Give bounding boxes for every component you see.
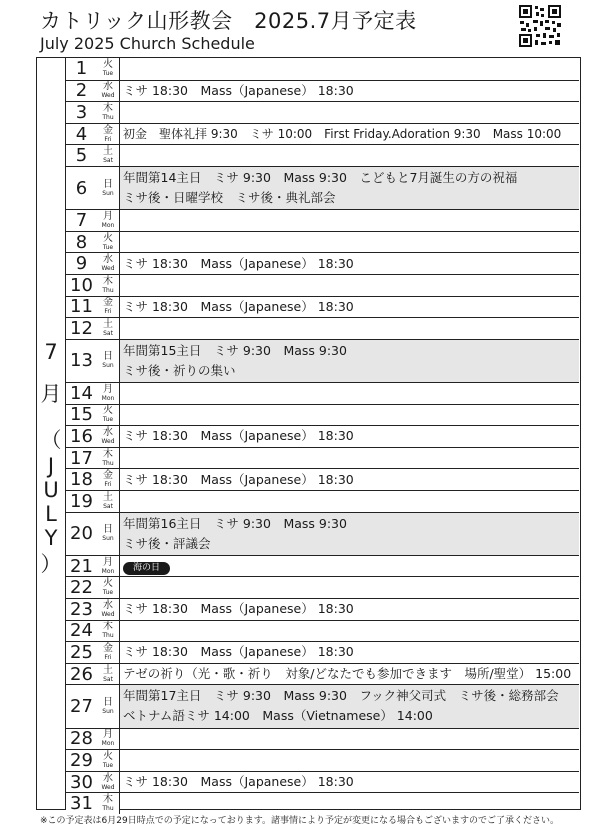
schedule-row — [66, 274, 579, 296]
weekday-cell — [97, 253, 120, 274]
weekday-en: Wed — [101, 783, 115, 791]
event-cell — [123, 232, 577, 253]
event-cell — [123, 340, 577, 382]
day-number: 12 — [66, 318, 98, 339]
schedule-row — [66, 576, 579, 598]
event-cell — [123, 729, 577, 750]
weekday-cell — [97, 102, 120, 123]
weekday-cell — [97, 469, 120, 490]
event-cell — [123, 210, 577, 231]
day-number: 28 — [66, 729, 98, 750]
weekday-en: Wed — [101, 610, 115, 618]
event-text: ミサ後・日曜学校 ミサ後・典礼部会 — [123, 190, 336, 206]
day-number: 1 — [66, 58, 98, 80]
event-text: ミサ 18:30 Mass（Japanese） 18:30 — [123, 471, 354, 487]
day-number: 30 — [66, 772, 98, 793]
schedule-row — [66, 728, 579, 750]
event-cell — [123, 124, 577, 145]
schedule-row — [66, 425, 579, 447]
event-text: テゼの祈り（光・歌・祈り 対象/どなたでも参加できます 場所/聖堂） 15:00 — [123, 666, 572, 682]
schedule-row — [66, 598, 579, 620]
weekday-en: Wed — [101, 265, 115, 273]
qr-code-icon — [517, 3, 563, 49]
event-cell — [123, 297, 577, 318]
weekday-jp: 木 — [103, 621, 113, 633]
weekday-jp: 日 — [103, 351, 113, 363]
day-number: 15 — [66, 405, 98, 426]
event-cell — [123, 491, 577, 512]
day-number: 8 — [66, 232, 98, 253]
event-text: ミサ 18:30 Mass（Japanese） 18:30 — [123, 82, 354, 98]
event-cell — [123, 642, 577, 663]
weekday-en: Fri — [104, 308, 112, 316]
month-label-char: 7 — [44, 340, 58, 364]
weekday-en: Tue — [102, 416, 114, 424]
weekday-cell — [97, 81, 120, 102]
event-cell — [123, 275, 577, 296]
day-number: 24 — [66, 621, 98, 642]
schedule-table — [65, 57, 581, 815]
day-number: 7 — [66, 210, 98, 231]
event-text: 年間第15主日 ミサ 9:30 Mass 9:30 — [123, 342, 347, 358]
schedule-row — [66, 58, 579, 80]
weekday-jp: 水 — [103, 426, 113, 438]
weekday-jp: 金 — [103, 642, 113, 654]
weekday-cell — [97, 232, 120, 253]
event-cell — [123, 469, 577, 490]
weekday-en: Fri — [104, 653, 112, 661]
weekday-cell — [97, 491, 120, 512]
day-number: 16 — [66, 426, 98, 447]
event-text: ミサ 18:30 Mass（Japanese） 18:30 — [123, 601, 354, 617]
event-text: 初金 聖体礼拝 9:30 ミサ 10:00 First Friday.Adoration 9:30 Mass 10:00 — [123, 127, 562, 142]
day-number: 20 — [66, 513, 98, 555]
event-cell — [123, 167, 577, 209]
schedule-row — [66, 80, 579, 102]
schedule-row — [66, 144, 579, 166]
month-label-char: L — [45, 502, 57, 526]
weekday-jp: 水 — [103, 81, 113, 93]
weekday-jp: 水 — [103, 254, 113, 266]
schedule-row — [66, 749, 579, 771]
event-cell — [123, 793, 577, 814]
month-label-char: U — [43, 478, 59, 502]
event-text: 年間第14主日 ミサ 9:30 Mass 9:30 こどもと7月誕生の方の祝福 — [123, 170, 518, 186]
schedule-row — [66, 641, 579, 663]
weekday-cell — [97, 750, 120, 771]
weekday-en: Mon — [101, 394, 115, 402]
weekday-cell — [97, 58, 120, 80]
weekday-en: Sat — [103, 329, 113, 337]
weekday-cell — [97, 513, 120, 555]
event-cell — [123, 448, 577, 469]
weekday-cell — [97, 621, 120, 642]
weekday-cell — [97, 426, 120, 447]
weekday-en: Thu — [102, 632, 114, 640]
weekday-cell — [97, 167, 120, 209]
weekday-en: Sat — [103, 157, 113, 165]
schedule-row — [66, 231, 579, 253]
day-number: 22 — [66, 577, 98, 598]
event-text: 年間第17主日 ミサ 9:30 Mass 9:30 フック神父司式 ミサ後・総務部会 — [123, 688, 559, 704]
day-number: 9 — [66, 253, 98, 274]
weekday-en: Fri — [104, 135, 112, 143]
event-cell — [123, 685, 577, 727]
day-number: 25 — [66, 642, 98, 663]
event-cell — [123, 599, 577, 620]
weekday-jp: 月 — [103, 729, 113, 741]
schedule-row — [66, 512, 579, 555]
weekday-jp: 水 — [103, 599, 113, 611]
weekday-jp: 日 — [103, 696, 113, 708]
weekday-en: Sun — [102, 535, 114, 543]
weekday-cell — [97, 383, 120, 404]
weekday-en: Sun — [102, 189, 114, 197]
weekday-jp: 土 — [103, 146, 113, 158]
weekday-cell — [97, 642, 120, 663]
schedule-row — [66, 792, 579, 814]
footer-note: ※この予定表は6月29日時点での予定になっております。諸事情により予定が変更になる場合もございますのでご了承ください。 — [40, 816, 560, 826]
weekday-en: Thu — [102, 459, 114, 467]
schedule-row — [66, 123, 579, 145]
event-cell — [123, 145, 577, 166]
weekday-cell — [97, 275, 120, 296]
weekday-en: Wed — [101, 92, 115, 100]
month-label-char: 月 — [40, 382, 62, 406]
weekday-en: Mon — [101, 221, 115, 229]
month-label-char: J — [47, 454, 55, 478]
day-number: 13 — [66, 340, 98, 382]
weekday-cell — [97, 664, 120, 685]
event-text: ミサ 18:30 Mass（Japanese） 18:30 — [123, 774, 354, 790]
schedule-row — [66, 252, 579, 274]
schedule-row — [66, 317, 579, 339]
event-cell — [123, 405, 577, 426]
page-title: カトリック山形教会 2025.7月予定表 — [40, 9, 417, 33]
weekday-cell — [97, 556, 120, 577]
month-label-char: （ — [40, 428, 62, 452]
weekday-jp: 火 — [103, 232, 113, 244]
day-number: 19 — [66, 491, 98, 512]
schedule-row — [66, 684, 579, 727]
weekday-cell — [97, 318, 120, 339]
event-cell — [123, 772, 577, 793]
day-number: 21 — [66, 556, 98, 577]
page-subtitle: July 2025 Church Schedule — [40, 34, 255, 53]
weekday-jp: 火 — [103, 578, 113, 590]
schedule-row — [66, 404, 579, 426]
event-cell — [123, 426, 577, 447]
weekday-en: Sat — [103, 502, 113, 510]
weekday-en: Tue — [102, 761, 114, 769]
weekday-cell — [97, 448, 120, 469]
weekday-cell — [97, 124, 120, 145]
weekday-jp: 月 — [103, 383, 113, 395]
day-number: 18 — [66, 469, 98, 490]
weekday-cell — [97, 297, 120, 318]
event-cell — [123, 664, 577, 685]
holiday-badge: 海の日 — [123, 562, 170, 575]
weekday-jp: 日 — [103, 178, 113, 190]
weekday-cell — [97, 210, 120, 231]
schedule-row — [66, 339, 579, 382]
weekday-jp: 月 — [103, 556, 113, 568]
event-cell — [123, 621, 577, 642]
schedule-row — [66, 771, 579, 793]
weekday-cell — [97, 599, 120, 620]
schedule-row — [66, 555, 579, 577]
weekday-en: Mon — [101, 567, 115, 575]
schedule-row — [66, 663, 579, 685]
weekday-jp: 火 — [103, 59, 113, 71]
schedule-row — [66, 296, 579, 318]
weekday-jp: 木 — [103, 448, 113, 460]
weekday-jp: 水 — [103, 772, 113, 784]
day-number: 27 — [66, 685, 98, 727]
weekday-en: Thu — [102, 805, 114, 813]
weekday-cell — [97, 340, 120, 382]
weekday-cell — [97, 145, 120, 166]
day-number: 5 — [66, 145, 98, 166]
day-number: 11 — [66, 297, 98, 318]
event-text: ミサ後・祈りの集い — [123, 362, 236, 378]
event-text: ベトナム語ミサ 14:00 Mass（Vietnamese） 14:00 — [123, 708, 433, 724]
event-cell — [123, 513, 577, 555]
schedule-row — [66, 490, 579, 512]
schedule-row — [66, 382, 579, 404]
event-cell — [123, 253, 577, 274]
day-number: 17 — [66, 448, 98, 469]
weekday-jp: 木 — [103, 275, 113, 287]
weekday-en: Sun — [102, 707, 114, 715]
event-cell — [123, 556, 577, 577]
event-text: ミサ 18:30 Mass（Japanese） 18:30 — [123, 428, 354, 444]
weekday-cell — [97, 793, 120, 814]
day-number: 31 — [66, 793, 98, 814]
weekday-jp: 土 — [103, 318, 113, 330]
weekday-jp: 土 — [103, 664, 113, 676]
weekday-en: Tue — [102, 243, 114, 251]
event-cell — [123, 81, 577, 102]
weekday-en: Tue — [102, 70, 114, 78]
event-text: ミサ 18:30 Mass（Japanese） 18:30 — [123, 255, 354, 271]
day-number: 3 — [66, 102, 98, 123]
weekday-jp: 月 — [103, 210, 113, 222]
event-cell — [123, 102, 577, 123]
day-number: 10 — [66, 275, 98, 296]
weekday-en: Mon — [101, 740, 115, 748]
weekday-cell — [97, 577, 120, 598]
schedule-row — [66, 166, 579, 209]
schedule-row — [66, 620, 579, 642]
weekday-jp: 金 — [103, 297, 113, 309]
event-text: ミサ 18:30 Mass（Japanese） 18:30 — [123, 298, 354, 314]
weekday-en: Thu — [102, 113, 114, 121]
day-number: 26 — [66, 664, 98, 685]
event-text: ミサ後・評議会 — [123, 535, 211, 551]
day-number: 14 — [66, 383, 98, 404]
weekday-jp: 木 — [103, 102, 113, 114]
event-cell — [123, 318, 577, 339]
weekday-en: Wed — [101, 437, 115, 445]
weekday-en: Tue — [102, 589, 114, 597]
month-label-char: ） — [40, 552, 62, 576]
event-cell — [123, 750, 577, 771]
weekday-cell — [97, 405, 120, 426]
event-cell — [123, 577, 577, 598]
weekday-jp: 火 — [103, 405, 113, 417]
schedule-row — [66, 209, 579, 231]
weekday-en: Sun — [102, 362, 114, 370]
weekday-jp: 火 — [103, 750, 113, 762]
day-number: 23 — [66, 599, 98, 620]
day-number: 29 — [66, 750, 98, 771]
month-label-char: Y — [44, 526, 58, 550]
weekday-jp: 木 — [103, 794, 113, 806]
weekday-cell — [97, 772, 120, 793]
event-text: 年間第16主日 ミサ 9:30 Mass 9:30 — [123, 515, 347, 531]
schedule-row — [66, 447, 579, 469]
weekday-en: Sat — [103, 675, 113, 683]
day-number: 6 — [66, 167, 98, 209]
weekday-jp: 金 — [103, 124, 113, 136]
event-text: ミサ 18:30 Mass（Japanese） 18:30 — [123, 644, 354, 660]
day-number: 4 — [66, 124, 98, 145]
weekday-en: Fri — [104, 481, 112, 489]
day-number: 2 — [66, 81, 98, 102]
weekday-en: Thu — [102, 286, 114, 294]
event-cell — [123, 58, 577, 80]
weekday-jp: 日 — [103, 524, 113, 536]
weekday-jp: 土 — [103, 491, 113, 503]
schedule-row — [66, 101, 579, 123]
event-cell — [123, 383, 577, 404]
weekday-cell — [97, 685, 120, 727]
schedule-row — [66, 468, 579, 490]
weekday-jp: 金 — [103, 470, 113, 482]
month-label-column — [36, 57, 65, 810]
weekday-cell — [97, 729, 120, 750]
